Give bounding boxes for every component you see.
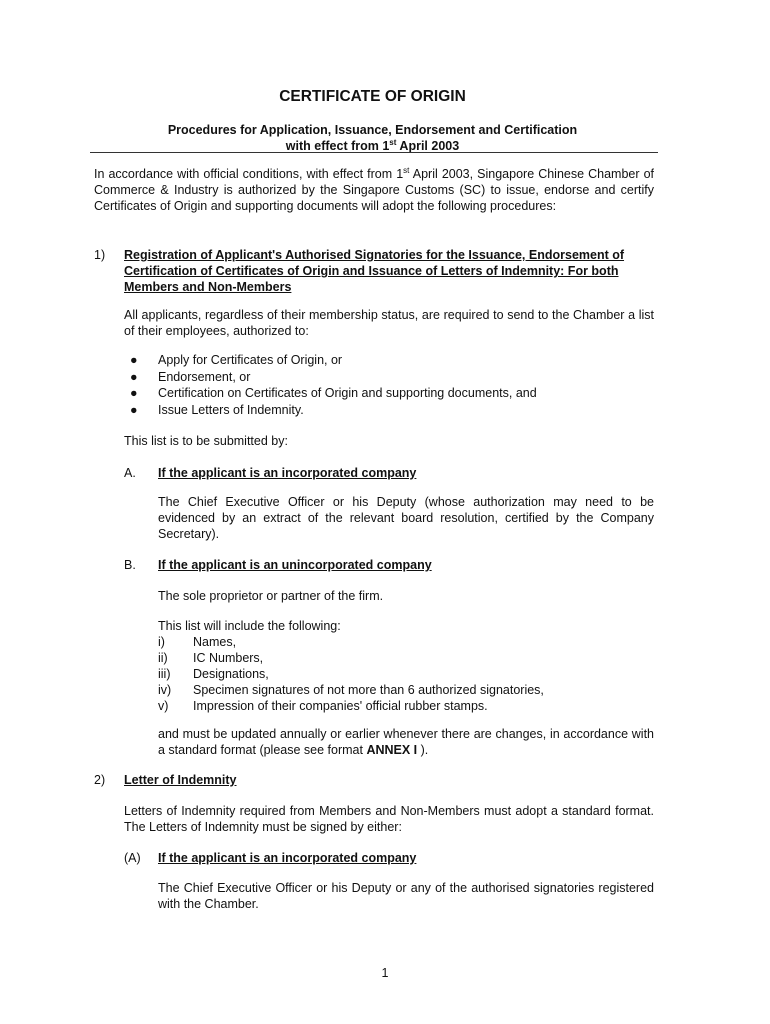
update-paragraph <box>158 726 654 758</box>
bullet-icon: ● <box>130 369 138 384</box>
include-item-text: IC Numbers, <box>193 651 264 665</box>
subsection-b-letter: B. <box>124 558 136 572</box>
indemnity-paragraph: Letters of Indemnity required from Members and Non-Members must adopt a standard format. The Letters of Indemnity must be signed by either: <box>124 804 654 834</box>
include-item <box>158 666 654 682</box>
include-item-text: Impression of their companies' official rubber stamps. <box>193 699 488 713</box>
all-applicants-paragraph: All applicants, regardless of their membership status, are required to send to the Chamber a list of their employees, authorized to: <box>124 308 654 338</box>
document-title: CERTIFICATE OF ORIGIN <box>279 88 466 105</box>
subsection-a-heading: If the applicant is an incorporated company <box>158 466 417 480</box>
intro-pre: In accordance with official conditions, with effect from 1 <box>94 167 404 181</box>
subtitle-date-sup: st <box>389 137 397 147</box>
bullet-icon: ● <box>130 386 138 400</box>
include-item <box>158 698 654 714</box>
bullet-text: Apply for Certificates of Origin, or <box>158 353 343 367</box>
bullet-item <box>124 402 654 419</box>
update-pre: and must be updated annually or earlier whenever there are changes, in accordance with a standard format (please see format <box>158 727 654 757</box>
bullet-item <box>124 385 654 402</box>
intro-paragraph <box>94 166 654 214</box>
include-item <box>158 634 654 650</box>
section-2-heading: Letter of Indemnity <box>124 773 237 787</box>
section-2-subsection-a-letter: (A) <box>124 851 141 865</box>
subtitle-date-pre: with effect from 1 <box>285 139 390 153</box>
bullet-text: Certification on Certificates of Origin and supporting documents, and <box>158 386 537 400</box>
document-subtitle <box>0 122 745 154</box>
include-item-number: v) <box>158 699 169 713</box>
list-submitted-paragraph: This list is to be submitted by: <box>124 434 288 448</box>
bullet-icon: ● <box>130 402 138 417</box>
authorization-bullet-list <box>124 352 654 418</box>
include-item-number: iii) <box>158 667 171 681</box>
section-1-number: 1) <box>94 248 106 262</box>
include-item-number: i) <box>158 635 165 649</box>
include-list <box>158 634 654 714</box>
subsection-b-text: The sole proprietor or partner of the firm. <box>158 589 384 603</box>
include-item <box>158 650 654 666</box>
bullet-item <box>124 352 654 369</box>
section-2-subsection-a-text: The Chief Executive Officer or his Deputy or any of the authorised signatories registered with the Chamber. <box>158 881 654 911</box>
section-2-subsection-a-heading: If the applicant is an incorporated company <box>158 851 417 865</box>
section-2-number: 2) <box>94 773 106 787</box>
bullet-text: Endorsement, or <box>158 369 251 384</box>
subtitle-line-1: Procedures for Application, Issuance, Endorsement and Certification <box>167 123 578 137</box>
include-item <box>158 682 654 698</box>
subsection-b-heading: If the applicant is an unincorporated company <box>158 558 432 572</box>
intro-post: April 2003, Singapore Chinese Chamber of Commerce & Industry is authorized by the Singapore Customs (SC) to issue, endorse and certify Certificates of Origin and supporting documents will adopt the following procedures: <box>94 167 654 213</box>
page-number: 1 <box>381 966 389 980</box>
include-item-number: iv) <box>158 683 172 697</box>
include-item-text: Names, <box>193 635 237 649</box>
section-1-heading: Registration of Applicant's Authorised Signatories for the Issuance, Endorsement of Certification of Certificates of Origin and Issuance of Letters of Indemnity: For both Members and Non-Members <box>124 248 625 294</box>
subsection-a-text: The Chief Executive Officer or his Deputy (whose authorization may need to be evidenced by an extract of the relevant board resolution, certified by the Company Secretary). <box>158 495 654 541</box>
include-item-text: Designations, <box>193 667 269 681</box>
update-post: ). <box>417 743 429 757</box>
header-divider <box>90 152 658 153</box>
bullet-text: Issue Letters of Indemnity. <box>158 402 304 417</box>
annex-reference: ANNEX I <box>366 743 418 757</box>
subsection-a-letter: A. <box>124 466 136 480</box>
include-item-text: Specimen signatures of not more than 6 authorized signatories, <box>193 683 544 697</box>
intro-sup: st <box>403 165 410 175</box>
include-intro: This list will include the following: <box>158 619 341 633</box>
bullet-icon: ● <box>130 353 138 367</box>
include-item-number: ii) <box>158 651 168 665</box>
bullet-item <box>124 369 654 386</box>
subtitle-date-post: April 2003 <box>396 139 460 153</box>
